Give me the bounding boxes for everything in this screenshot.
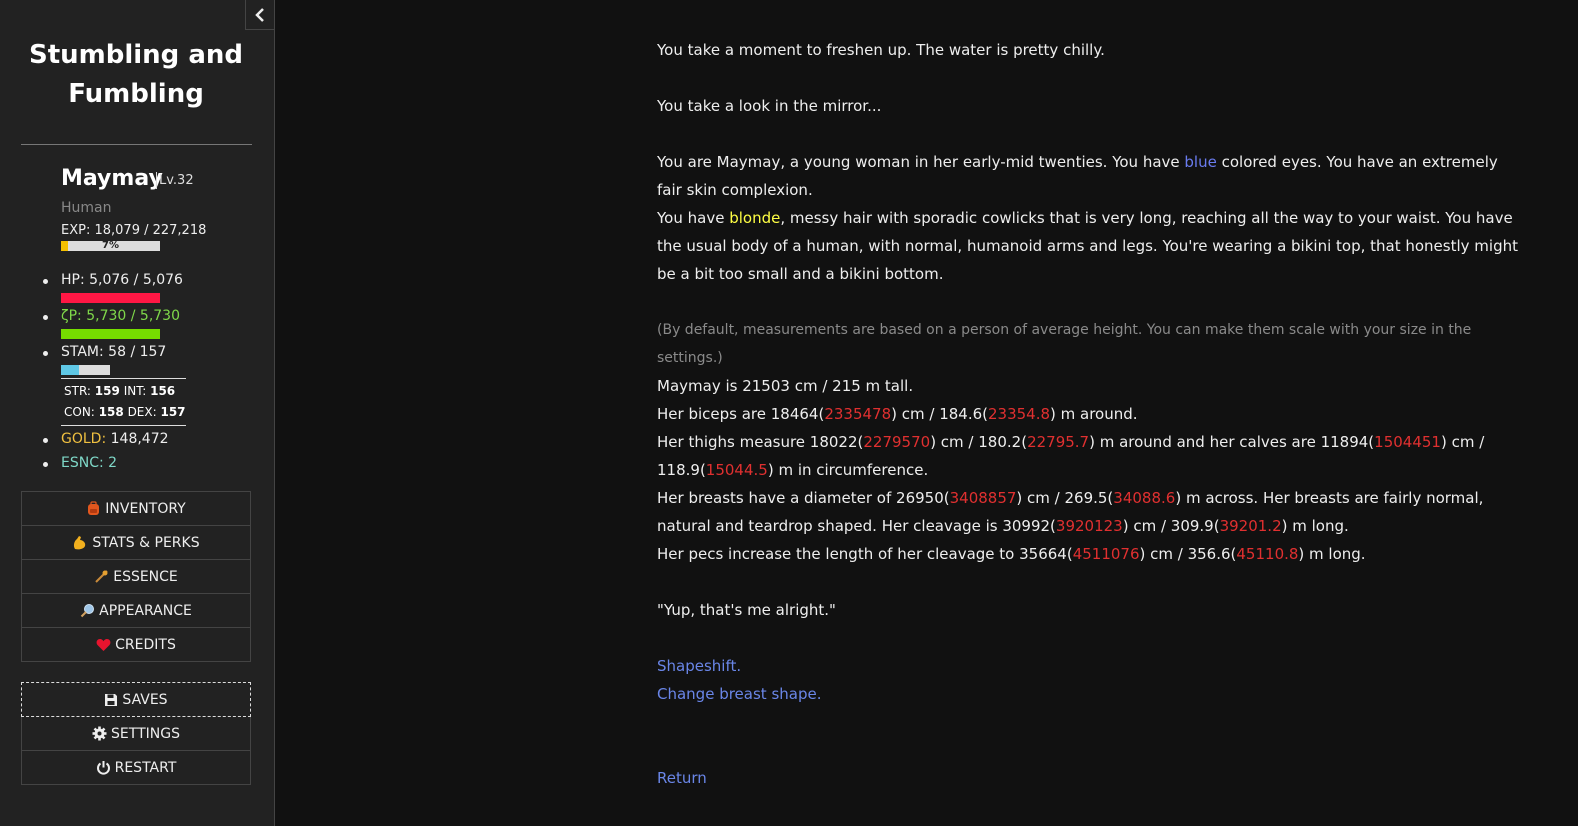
zp-bar bbox=[61, 329, 160, 339]
mirror-text: You take a look in the mirror... bbox=[657, 97, 882, 115]
list-bullet bbox=[43, 462, 48, 467]
credits-button[interactable] bbox=[22, 628, 250, 661]
zp-bar-fill bbox=[61, 329, 160, 339]
credits-label: CREDITS bbox=[115, 636, 176, 653]
backpack-icon bbox=[86, 501, 101, 516]
str-value: 159 bbox=[94, 384, 120, 398]
shapeshift-link[interactable]: Shapeshift. bbox=[657, 657, 742, 675]
gold-label: GOLD: bbox=[61, 431, 107, 447]
essence-stat: ESNC: 2 bbox=[61, 455, 118, 471]
appearance-button[interactable] bbox=[22, 594, 250, 628]
change-breast-shape-link[interactable]: Change breast shape. bbox=[657, 685, 822, 703]
settings-button[interactable] bbox=[22, 717, 250, 751]
saves-button[interactable] bbox=[21, 682, 251, 717]
flexed-biceps-icon bbox=[72, 535, 88, 551]
hp-bar-fill bbox=[61, 293, 160, 303]
chevron-left-icon bbox=[254, 8, 266, 22]
stamina-bar bbox=[61, 365, 110, 375]
inventory-button[interactable] bbox=[22, 492, 250, 526]
gear-icon bbox=[92, 726, 107, 741]
gold-value: 148,472 bbox=[110, 431, 169, 447]
attributes-row-2 bbox=[64, 405, 186, 419]
measurement-note: (By default, measurements are based on a person of average height. You can make them scale with your size in the settings.) bbox=[657, 322, 1472, 366]
int-value: 156 bbox=[150, 384, 176, 398]
character-level: Lv.32 bbox=[156, 172, 194, 189]
magnifier-icon bbox=[80, 603, 95, 618]
int-label: INT: bbox=[123, 384, 147, 398]
restart-label: RESTART bbox=[114, 759, 177, 776]
biceps-line: Her biceps are 18464(2335478) cm / 184.6(23354.8) m around. bbox=[657, 405, 1138, 423]
quote-text: "Yup, that's me alright." bbox=[657, 601, 836, 619]
height-line: Maymay is 21503 cm / 215 m tall. bbox=[657, 377, 914, 395]
thighs-line: Her thighs measure 18022(2279570) cm / 180.2(22795.7) m around and her calves are 11894(1504451) cm / 118.9(15044.5) m in circumference. bbox=[657, 433, 1485, 479]
exp-text: EXP: 18,079 / 227,218 bbox=[61, 223, 207, 238]
essence-label: ESSENCE bbox=[113, 568, 178, 585]
sidebar bbox=[0, 0, 275, 826]
attributes-divider-bottom bbox=[61, 425, 186, 426]
character-name: Maymay bbox=[61, 166, 163, 191]
stats-perks-label: STATS & PERKS bbox=[92, 534, 200, 551]
breasts-line: Her breasts have a diameter of 26950(3408857) cm / 269.5(34088.6) m across. Her breasts are fairly normal, natural and teardrop shaped. Her cleavage is 30992(3920123) cm / 309.9(39201.2) m long. bbox=[657, 489, 1484, 535]
return-link[interactable]: Return bbox=[657, 769, 707, 787]
appearance-label: APPEARANCE bbox=[99, 602, 192, 619]
gold-stat bbox=[61, 431, 169, 447]
stamina-bar-fill bbox=[61, 365, 79, 375]
hair-description: You have blonde, messy hair with sporadic cowlicks that is very long, reaching all the way to your waist. You have the usual body of a human, with normal, humanoid arms and legs. You're wearing a bikini top, that honestly might be a bit too small and a bikini bottom. bbox=[657, 209, 1518, 283]
dex-value: 157 bbox=[160, 405, 186, 419]
list-bullet bbox=[43, 279, 48, 284]
exp-percent-label: 7% bbox=[102, 240, 119, 251]
pecs-line: Her pecs increase the length of her cleavage to 35664(4511076) cm / 356.6(45110.8) m long. bbox=[657, 545, 1366, 563]
essence-button[interactable] bbox=[22, 560, 250, 594]
eyes-description: You are Maymay, a young woman in her early-mid twenties. You have blue colored eyes. You have an extremely fair skin complexion. bbox=[657, 153, 1498, 199]
title-divider bbox=[21, 144, 252, 145]
story-passage bbox=[657, 36, 1527, 792]
stamina-text: STAM: 58 / 157 bbox=[61, 344, 167, 360]
settings-label: SETTINGS bbox=[111, 725, 180, 742]
freshen-up-text: You take a moment to freshen up. The water is pretty chilly. bbox=[657, 41, 1105, 59]
saves-label: SAVES bbox=[122, 691, 168, 708]
hp-bar bbox=[61, 293, 160, 303]
con-value: 158 bbox=[98, 405, 124, 419]
eye-color: blue bbox=[1184, 153, 1217, 171]
list-bullet bbox=[43, 315, 48, 320]
system-menu-lower bbox=[21, 717, 251, 785]
list-bullet bbox=[43, 351, 48, 356]
str-label: STR: bbox=[64, 384, 91, 398]
attributes-row-1 bbox=[64, 384, 175, 398]
game-menu bbox=[21, 491, 251, 662]
power-icon bbox=[96, 760, 111, 775]
hp-text: HP: 5,076 / 5,076 bbox=[61, 272, 183, 288]
list-bullet bbox=[43, 438, 48, 443]
collapse-sidebar-button[interactable] bbox=[245, 0, 275, 30]
stats-perks-button[interactable] bbox=[22, 526, 250, 560]
character-race: Human bbox=[61, 200, 112, 216]
exp-bar bbox=[61, 241, 160, 251]
inventory-label: INVENTORY bbox=[105, 500, 186, 517]
system-menu bbox=[21, 682, 251, 785]
zp-text: ζP: 5,730 / 5,730 bbox=[61, 308, 180, 324]
restart-button[interactable] bbox=[22, 751, 250, 784]
attributes-divider-top bbox=[61, 378, 186, 379]
con-label: CON: bbox=[64, 405, 95, 419]
heart-icon bbox=[96, 638, 111, 652]
floppy-disk-icon bbox=[104, 693, 118, 707]
hair-color: blonde bbox=[729, 209, 781, 227]
essence-icon bbox=[94, 569, 109, 584]
story-title: Stumbling and Fumbling bbox=[28, 40, 244, 109]
dex-label: DEX: bbox=[127, 405, 157, 419]
